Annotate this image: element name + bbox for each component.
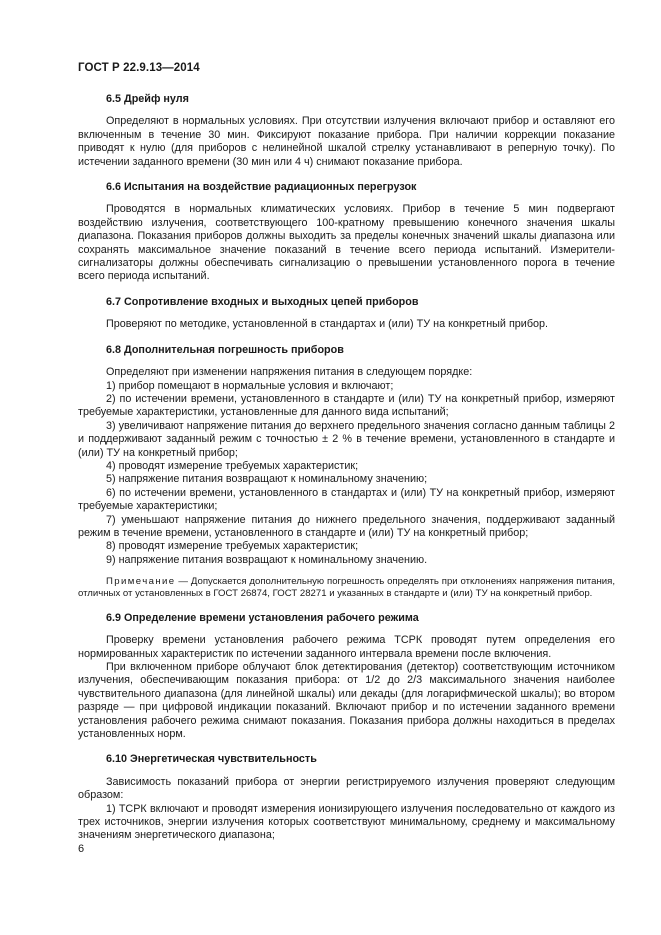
- standard-designation: ГОСТ Р 22.9.13—2014: [78, 62, 200, 74]
- note-text: — Допускается дополнительную погрешность определять при отклонениях напряжения питания, отличных от установленных в ГОСТ 26874, ГОСТ 28271 и указанных в стандарте и (или) ТУ на конкретный прибор.: [78, 576, 615, 599]
- section-heading-6-9: 6.9 Определение времени установления рабочего режима: [106, 611, 419, 624]
- list-item: 3) увеличивают напряжение питания до верхнего предельного значения согласно данным таблицы 2 и поддерживают заданный режим с точностью ± 2 % в течение времени, установленного в стандарте и (или) ТУ на конкретный прибор;: [78, 419, 615, 459]
- section-heading-6-10: 6.10 Энергетическая чувствительность: [106, 753, 317, 766]
- list-item: 6) по истечении времени, установленного в стандартах и (или) ТУ на конкретный прибор, измеряют требуемые характеристики;: [78, 486, 615, 513]
- section-paragraph: Определяют при изменении напряжения питания в следующем порядке:: [106, 366, 473, 379]
- list-item: 5) напряжение питания возвращают к номинальному значению;: [106, 473, 428, 486]
- note: [78, 576, 615, 600]
- list-item: 9) напряжение питания возвращают к номинальному значению.: [106, 553, 428, 566]
- page-content: [78, 93, 615, 843]
- section-heading-6-5: 6.5 Дрейф нуля: [106, 93, 189, 105]
- section-heading-6-6: 6.6 Испытания на воздействие радиационных перегрузок: [106, 181, 417, 194]
- section-paragraph: При включенном приборе облучают блок детектирования (детектор) соответствующим источником излучения, обеспечивающим показания прибора: от 1/2 до 2/3 максимального значения наиболее чувствительного диапазона (для линейной шкалы) или декады (для логарифмической шкалы); во втором разряде — при цифровой индикации показаний. Включают прибор и по истечении заданного времени установления рабочего режима снимают показания. Показания прибора должны находиться в пределах установленных норм.: [78, 661, 615, 741]
- section-heading-6-7: 6.7 Сопротивление входных и выходных цепей приборов: [106, 295, 419, 308]
- list-item: 1) прибор помещают в нормальные условия и включают;: [106, 379, 394, 392]
- section-paragraph: Зависимость показаний прибора от энергии регистрируемого излучения проверяют следующим образом:: [78, 775, 615, 802]
- note-label: Примечание: [106, 576, 176, 588]
- list-item: 7) уменьшают напряжение питания до нижнего предельного значения, поддерживают заданный режим в течение времени, установленного в стандарте и (или) ТУ на конкретный прибор;: [78, 513, 615, 539]
- section-paragraph: Проверяют по методике, установленной в стандартах и (или) ТУ на конкретный прибор.: [106, 318, 549, 331]
- section-paragraph: Определяют в нормальных условиях. При отсутствии излучения включают прибор и оставляют его включенным в течение 30 мин. Фиксируют показание прибора. При наличии коррекции показание приводят к нулю (для приборов с нелинейной шкалой стрелку устанавливают в реперную точку). По истечении заданного времени (30 мин или 4 ч) снимают показание прибора.: [78, 115, 615, 168]
- list-item: 1) ТСРК включают и проводят измерения ионизирующего излучения последовательно от каждого из трех источников, энергии излучения которых соответствуют минимальному, среднему и максимальному значениям энергетического диапазона;: [78, 802, 615, 842]
- section-paragraph: Проверку времени установления рабочего режима ТСРК проводят путем определения его нормированных характеристик по истечении заданного интервала времени после включения.: [78, 634, 615, 660]
- page-number: 6: [78, 843, 85, 855]
- list-item: 8) проводят измерение требуемых характеристик;: [106, 540, 359, 553]
- section-heading-6-8: 6.8 Дополнительная погрешность приборов: [106, 343, 344, 356]
- list-item: 4) проводят измерение требуемых характеристик;: [106, 459, 359, 472]
- section-paragraph: Проводятся в нормальных климатических условиях. Прибор в течение 5 мин подвергают воздействию излучения, соответствующего 100-кратному превышению конечного значения шкалы диапазона. Показания приборов должны выходить за пределы конечных значений шкалы диапазона или сохранять максимальное значение показаний в течение всего периода испытаний. Измерители-сигнализаторы должны обеспечивать сигнализацию о превышении установленного порога в течение всего периода испытаний.: [78, 203, 615, 283]
- list-item: 2) по истечении времени, установленного в стандарте и (или) ТУ на конкретный прибор, измеряют требуемые характеристики, установленные для данного вида испытаний;: [78, 392, 615, 419]
